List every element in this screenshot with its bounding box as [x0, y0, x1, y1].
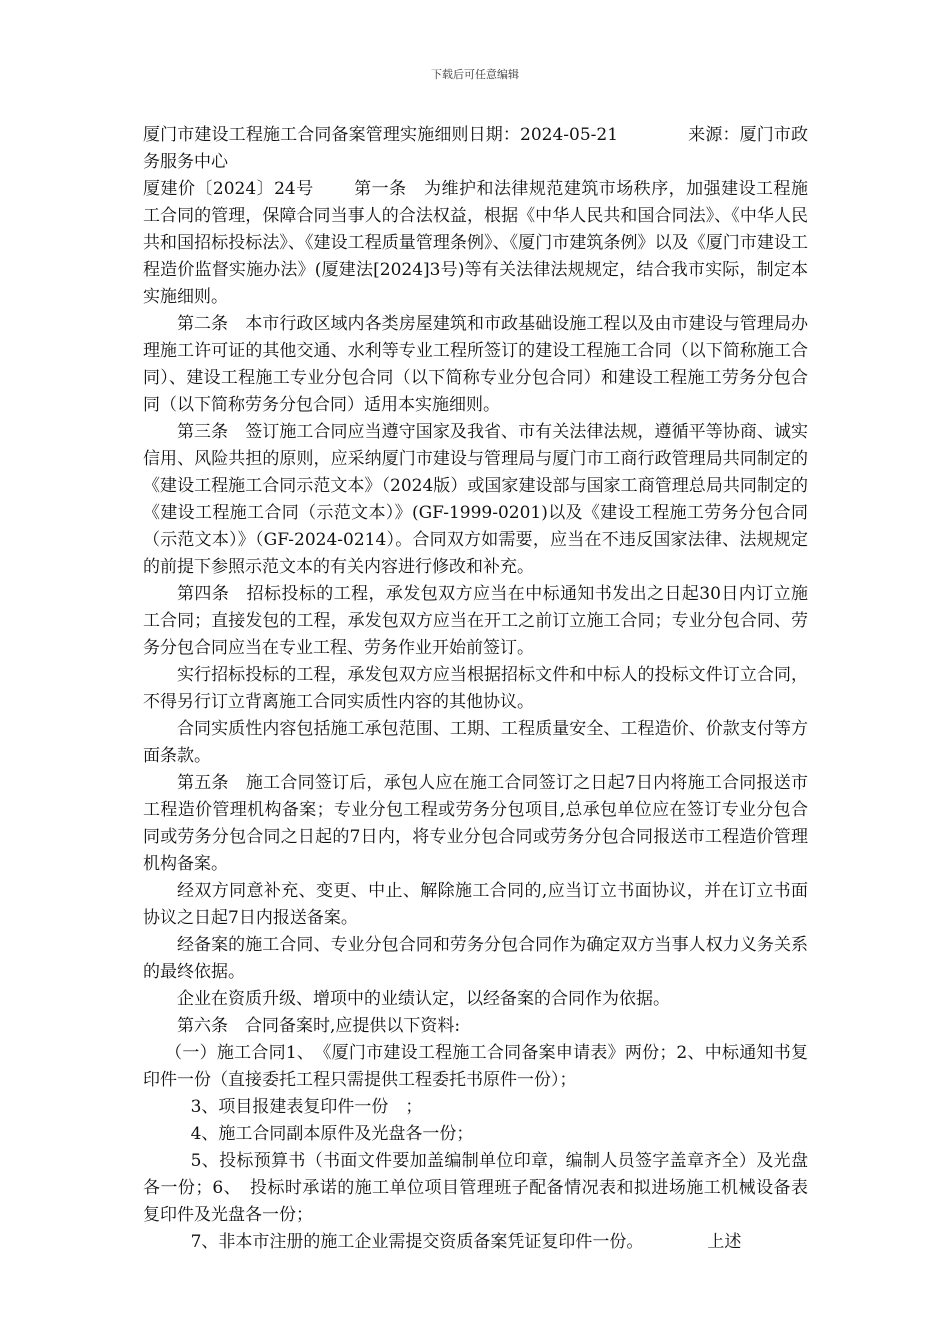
document-ref-number: 厦建价〔2024〕24号 — [143, 179, 314, 199]
article-5-paragraph-4: 企业在资质升级、增项中的业绩认定，以经备案的合同作为依据。 — [177, 989, 670, 1009]
article-5-paragraph-3: 经备案的施工合同、专业分包合同和劳务分包合同作为确定双方当事人权力义务关系的最终依据。 — [143, 935, 808, 982]
list-item-1-2: （一）施工合同1、 《厦门市建设工程施工合同备案申请表》两份；2、中标通知书复印件一份（直接委托工程只需提供工程委托书原件一份）； — [143, 1043, 808, 1090]
list-item-5-6: 5、投标预算书（书面文件要加盖编制单位印章，编制人员签字盖章齐全）及光盘各一份；6、 投标时承诺的施工单位项目管理班子配备情况表和拟进场施工机械设备表复印件及光盘各一份； — [143, 1151, 808, 1225]
article-1: 第一条 为维护和法律规范建筑市场秩序，加强建设工程施工合同的管理，保障合同当事人的合法权益，根据《中华人民共和国合同法》、《中华人民共和国招标投标法》、《建设工程质量管理条例》、《厦门市建筑条例》以及《厦门市建设工程造价监督实施办法》(厦建法[2024]3号)等有关法律法规规定，结合我市实际，制定本实施细则。 — [143, 179, 808, 307]
article-2: 第二条 本市行政区域内各类房屋建筑和市政基础设施工程以及由市建设与管理局办理施工许可证的其他交通、水利等专业工程所签订的建设工程施工合同（以下简称施工合同）、建设工程施工专业分包合同（以下简称专业分包合同）和建设工程施工劳务分包合同（以下简称劳务分包合同）适用本实施细则。 — [143, 314, 808, 415]
article-3: 第三条 签订施工合同应当遵守国家及我省、市有关法律法规，遵循平等协商、诚实信用、风险共担的原则，应采纳厦门市建设与管理局与厦门市工商行政管理局共同制定的《建设工程施工合同示范文本》（2024版）或国家建设部与国家工商管理总局共同制定的《建设工程施工合同（示范文本）》(GF-1999-0201)以及《建设工程施工劳务分包合同（示范文本）》（GF-2024-0214）。合同双方如需要，应当在不违反国家法律、法规规定的前提下参照示范文本的有关内容进行修改和补充。 — [143, 422, 808, 577]
article-4: 第四条 招标投标的工程，承发包双方应当在中标通知书发出之日起30日内订立施工合同；直接发包的工程，承发包双方应当在开工之前订立施工合同；专业分包合同、劳务分包合同应当在专业工程、劳务作业开始前签订。 — [143, 584, 808, 658]
title-heading: 厦门市建设工程施工合同备案管理实施细则日期：2024-05-21 — [143, 125, 619, 145]
paragraph-1 — [143, 176, 808, 311]
list-item-4: 4、施工合同副本原件及光盘各一份； — [190, 1124, 474, 1144]
list-item-7 — [143, 1229, 808, 1256]
article-4-paragraph-2: 实行招标投标的工程，承发包双方应当根据招标文件和中标人的投标文件订立合同，不得另行订立背离施工合同实质性内容的其他协议。 — [143, 665, 808, 712]
continuation-text: 上述 — [707, 1232, 742, 1252]
list-item-3: 3、项目报建表复印件一份 ； — [190, 1097, 423, 1117]
article-4-paragraph-3: 合同实质性内容包括施工承包范围、工期、工程质量安全、工程造价、价款支付等方面条款。 — [143, 719, 808, 766]
document-title — [143, 122, 808, 176]
article-5: 第五条 施工合同签订后，承包人应在施工合同签订之日起7日内将施工合同报送市工程造价管理机构备案；专业分包工程或劳务分包项目,总承包单位应在签订专业分包合同或劳务分包合同之日起的7日内，将专业分包合同或劳务分包合同报送市工程造价管理机构备案。 — [143, 773, 808, 874]
header-note: 下载后可任意编辑 — [431, 68, 519, 81]
document-body — [143, 122, 808, 1256]
article-5-paragraph-2: 经双方同意补充、变更、中止、解除施工合同的,应当订立书面协议，并在订立书面协议之日起7日内报送备案。 — [143, 881, 808, 928]
title-source: 来源：厦门市政务服务中心 — [143, 125, 809, 172]
list-item-7-text: 7、非本市注册的施工企业需提交资质备案凭证复印件一份。 — [190, 1232, 644, 1252]
article-6: 第六条 合同备案时,应提供以下资料: — [177, 1016, 461, 1036]
